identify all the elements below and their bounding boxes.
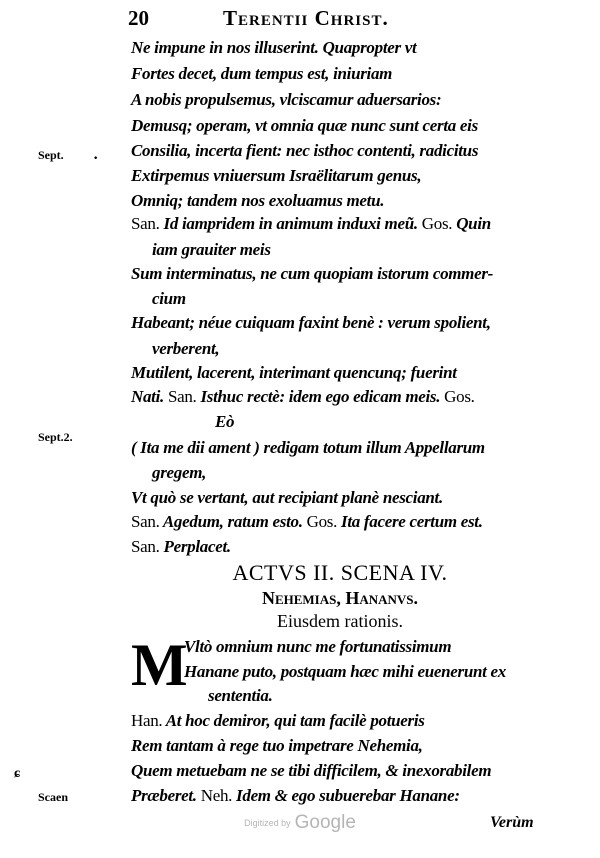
running-title: Terentii Christ. (223, 6, 389, 30)
speaker-label: San. (167, 387, 197, 406)
verse-line: Extirpemus vniuersum Israëlitarum genus, (131, 166, 422, 185)
speaker-label: Neh. (200, 786, 233, 805)
verse-line: Fortes decet, dum tempus est, iniuriam (131, 64, 393, 83)
verse-text: At hoc demiror, qui tam facilè potueris (165, 711, 425, 730)
speaker-label: Han. (131, 711, 163, 730)
verse-text: Perplacet. (163, 537, 231, 556)
verse-line: Eò (215, 412, 235, 431)
verse-line: Vltò omnium nunc me fortunatissimum (184, 637, 452, 656)
verse-text: Agedum, ratum esto. (162, 512, 303, 531)
speaker-label: San. (131, 512, 160, 531)
verse-line: verberent, (152, 339, 220, 358)
verse-line: Hanane puto, postquam hæc mihi euenerunt ex (184, 662, 506, 681)
verse-text: Nati. (131, 387, 164, 406)
verse-line: Rem tantam à rege tuo impetrare Nehemia, (131, 736, 423, 755)
margin-glyph: ɕ (14, 766, 21, 781)
verse-line: cium (152, 289, 186, 308)
margin-note-sept2: Sept.2. (38, 430, 73, 444)
margin-note-scaen: Scaen (38, 790, 68, 804)
verse-line: A nobis propulsemus, vlciscamur aduersarios: (131, 90, 442, 109)
verse-line (131, 711, 425, 731)
speaker-label: Gos. (421, 214, 453, 233)
act-scene-heading: ACTVS II. SCENA IV. (232, 560, 448, 585)
verse-line (131, 214, 491, 234)
marginal-dot: · (93, 150, 99, 167)
verse-text: Quin (456, 214, 491, 233)
verse-line (131, 512, 483, 532)
verse-line: Habeant; néue cuiquam faxint benè : verum spolient, (131, 313, 491, 332)
watermark-brand: Google (294, 812, 356, 833)
verse-line: gregem, (152, 463, 207, 482)
page-number: 20 (128, 6, 149, 30)
speaker-label: Gos. (306, 512, 338, 531)
verse-line: Sum interminatus, ne cum quopiam istorum commer- (131, 264, 494, 283)
verse-line: sententia. (208, 686, 273, 705)
verse-text: Id iampridem in animum induxi meũ. (163, 214, 418, 233)
verse-line: Consilia, incerta fient: nec isthoc contenti, radicitus (131, 141, 479, 160)
catchword: Verùm (490, 814, 534, 831)
verse-line: Ne impune in nos illuserint. Quapropter vt (131, 38, 417, 57)
verse-line (131, 387, 475, 407)
running-header (128, 6, 468, 32)
speaker-label: San. (131, 214, 160, 233)
scene-persons: Nehemias, Hananvs. (261, 588, 419, 608)
margin-note-sept: Sept. (38, 148, 64, 162)
drop-capital: M (131, 632, 188, 698)
digitized-label: Digitized by (244, 818, 291, 828)
verse-line (131, 786, 460, 806)
verse-line: ( Ita me dii ament ) redigam totum illum Appellarum (131, 438, 485, 457)
verse-text: Isthuc rectè: idem ego edicam meis. (200, 387, 441, 406)
verse-line (131, 537, 231, 557)
verse-line: Mutilent, lacerent, interimant quencunq; fuerint (131, 363, 457, 382)
verse-line: Quem metuebam ne se tibi difficilem, & inexorabilem (131, 761, 492, 780)
verse-line: iam grauiter meis (152, 240, 271, 259)
verse-line: Vt quò se vertant, aut recipiant planè nesciant. (131, 488, 443, 507)
verse-line: Omniq; tandem nos exoluamus metu. (131, 191, 385, 210)
verse-line: Demusq; operam, vt omnia quæ nunc sunt certa eis (131, 116, 478, 135)
speaker-label: Gos. (444, 387, 475, 406)
speaker-label: San. (131, 537, 160, 556)
verse-text: Idem & ego subuerebar Hanane: (236, 786, 460, 805)
verse-text: Ita facere certum est. (341, 512, 483, 531)
verse-text: Præberet. (131, 786, 197, 805)
scene-subtitle: Eiusdem rationis. (277, 611, 403, 631)
